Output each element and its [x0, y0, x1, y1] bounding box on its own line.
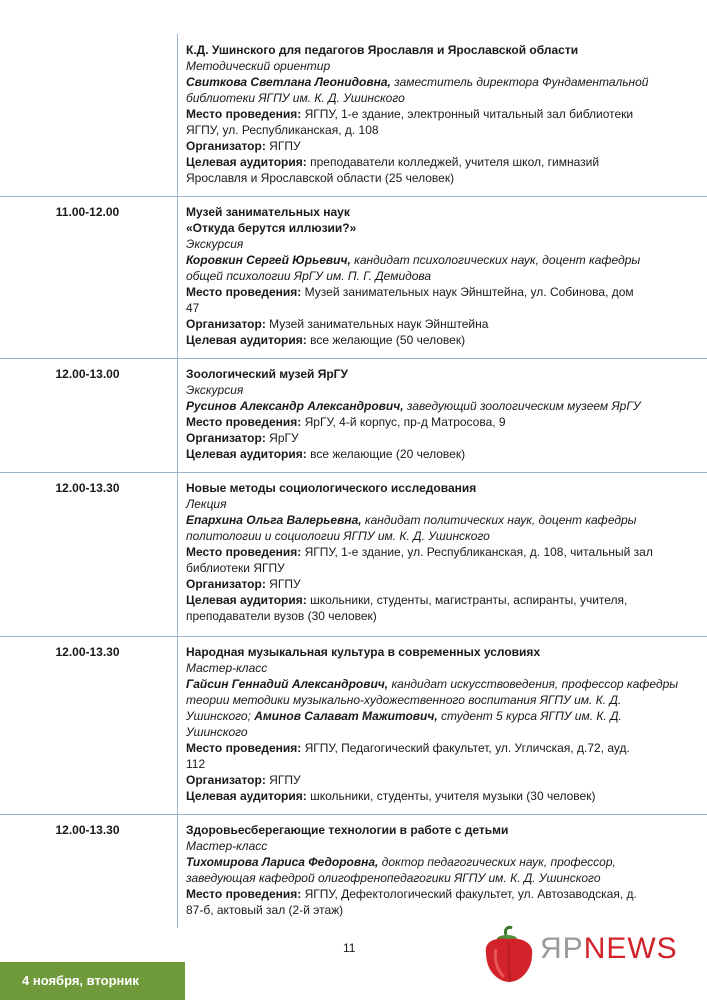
event-details	[186, 644, 679, 804]
event-title: Народная музыкальная культура в современных условиях	[186, 645, 541, 659]
venue-value: ЯГПУ, 1-е здание, ул. Республиканская, д. 108, читальный зал	[304, 545, 653, 559]
row-divider	[0, 196, 707, 197]
audience-continuation: Ярославля и Ярославской области (25 человек)	[186, 171, 455, 185]
venue-value: ЯГПУ, 1-е здание, электронный читальный зал библиотеки	[304, 107, 634, 121]
speaker-description: кандидат искусствоведения, профессор кафедры	[388, 677, 679, 691]
event-details	[186, 204, 664, 348]
speaker-name: Аминов Салават Мажитович,	[254, 709, 438, 723]
organizer-value: ЯрГУ	[269, 431, 299, 445]
event-time: 12.00-13.30	[55, 481, 120, 495]
event-details	[186, 42, 664, 186]
speaker-line	[186, 528, 664, 544]
speaker-description: политологии и социологии ЯГПУ им. К. Д. Ушинского	[186, 529, 490, 543]
organizer-label: Организатор:	[186, 317, 266, 331]
event-details	[186, 822, 664, 918]
speaker-description: кандидат политических наук, доцент кафедры	[361, 513, 637, 527]
row-divider	[0, 814, 707, 815]
speaker-line	[186, 512, 664, 528]
event-type: Экскурсия	[186, 237, 244, 251]
event-time: 12.00-13.30	[55, 645, 120, 659]
organizer-label: Организатор:	[186, 773, 266, 787]
venue-continuation: 87-б, актовый зал (2-й этаж)	[186, 903, 344, 917]
audience	[186, 154, 664, 170]
speaker-name: Гайсин Геннадий Александрович,	[186, 677, 389, 691]
audience-value: преподаватели колледжей, учителя школ, гимназий	[310, 155, 600, 169]
organizer-value: ЯГПУ	[269, 139, 301, 153]
venue-continuation: 112	[186, 757, 206, 771]
speaker-line	[186, 692, 664, 708]
venue-label: Место проведения:	[186, 545, 302, 559]
audience-label: Целевая аудитория:	[186, 155, 307, 169]
venue-label: Место проведения:	[186, 107, 302, 121]
event-title: Здоровьесберегающие технологии в работе с детьми	[186, 823, 509, 837]
audience-continuation: преподаватели вузов (30 человек)	[186, 609, 377, 623]
speaker-line	[186, 268, 664, 284]
audience	[186, 592, 664, 608]
audience-value: все желающие (50 человек)	[310, 333, 466, 347]
event-type: Мастер-класс	[186, 661, 268, 675]
event-time: 12.00-13.00	[55, 367, 120, 381]
organizer-value: ЯГПУ	[269, 773, 301, 787]
venue-label: Место проведения:	[186, 415, 302, 429]
venue-value: ЯГПУ, Дефектологический факультет, ул. Автозаводская, д.	[304, 887, 637, 901]
organizer	[186, 576, 664, 592]
audience-label: Целевая аудитория:	[186, 789, 307, 803]
venue-value: ЯрГУ, 4-й корпус, пр-д Матросова, 9	[304, 415, 506, 429]
speaker-description: библиотеки ЯГПУ им. К. Д. Ушинского	[186, 91, 405, 105]
audience-label: Целевая аудитория:	[186, 593, 307, 607]
audience	[186, 446, 664, 462]
venue-continuation: 47	[186, 301, 200, 315]
speaker-line	[186, 90, 664, 106]
date-tab: 4 ноября, вторник	[0, 962, 185, 1000]
event-time: 11.00-12.00	[55, 205, 120, 219]
audience-value: школьники, студенты, учителя музыки (30 человек)	[310, 789, 596, 803]
speaker-name: Тихомирова Лариса Федоровна,	[186, 855, 379, 869]
speaker-line	[186, 724, 664, 740]
event-title-line2: «Откуда берутся иллюзии?»	[186, 221, 357, 235]
organizer	[186, 430, 664, 446]
event-details	[186, 480, 664, 624]
event-type: Мастер-класс	[186, 839, 268, 853]
venue-label: Место проведения:	[186, 741, 302, 755]
speaker-name: Епархина Ольга Валерьевна,	[186, 513, 362, 527]
audience-label: Целевая аудитория:	[186, 333, 307, 347]
venue-value: Музей занимательных наук Эйнштейна, ул. Собинова, дом	[304, 285, 634, 299]
speaker-line	[186, 398, 664, 414]
speaker-description: кандидат психологических наук, доцент кафедры	[350, 253, 641, 267]
logo-wordmark: ЯРNEWS	[540, 932, 678, 965]
red-pepper-icon	[478, 925, 540, 985]
venue	[186, 886, 664, 902]
row-divider	[0, 358, 707, 359]
organizer	[186, 772, 664, 788]
speaker-description: заместитель директора Фундаментальной	[390, 75, 649, 89]
audience-value: все желающие (20 человек)	[310, 447, 466, 461]
page-number: 11	[343, 941, 356, 955]
event-title: Новые методы социологического исследования	[186, 481, 477, 495]
speaker-line	[186, 708, 664, 724]
event-title: К.Д. Ушинского для педагогов Ярославля и Ярославской области	[186, 43, 579, 57]
organizer-value: Музей занимательных наук Эйнштейна	[269, 317, 489, 331]
venue	[186, 544, 664, 560]
event-title: Музей занимательных наук	[186, 205, 350, 219]
speaker-line	[186, 870, 664, 886]
event-title: Зоологический музей ЯрГУ	[186, 367, 348, 381]
audience-value: школьники, студенты, магистранты, аспиранты, учителя,	[310, 593, 628, 607]
speaker-line	[186, 74, 664, 90]
speaker-description: заведующая кафедрой олигофренопедагогики ЯГПУ им. К. Д. Ушинского	[186, 871, 601, 885]
speaker-description: теории методики музыкально-художественного воспитания ЯГПУ им. К. Д.	[186, 693, 622, 707]
speaker-description: Ушинского;	[186, 709, 255, 723]
audience-label: Целевая аудитория:	[186, 447, 307, 461]
venue-label: Место проведения:	[186, 887, 302, 901]
speaker-name: Русинов Александр Александрович,	[186, 399, 404, 413]
event-type: Лекция	[186, 497, 227, 511]
speaker-line	[186, 676, 679, 692]
event-type: Экскурсия	[186, 383, 244, 397]
yarnews-logo	[478, 925, 688, 985]
venue	[186, 284, 664, 300]
speaker-description: студент 5 курса ЯГПУ им. К. Д.	[437, 709, 622, 723]
audience	[186, 332, 664, 348]
venue-label: Место проведения:	[186, 285, 302, 299]
speaker-description: доктор педагогических наук, профессор,	[378, 855, 616, 869]
row-divider	[0, 636, 707, 637]
organizer	[186, 316, 664, 332]
venue-continuation: ЯГПУ, ул. Республиканская, д. 108	[186, 123, 379, 137]
organizer-value: ЯГПУ	[269, 577, 301, 591]
row-divider	[0, 472, 707, 473]
speaker-line	[186, 854, 664, 870]
event-type: Методический ориентир	[186, 59, 331, 73]
organizer-label: Организатор:	[186, 139, 266, 153]
speaker-description: Ушинского	[186, 725, 248, 739]
venue	[186, 106, 664, 122]
audience	[186, 788, 664, 804]
column-divider	[177, 34, 178, 928]
venue	[186, 414, 664, 430]
venue	[186, 740, 664, 756]
venue-continuation: библиотеки ЯГПУ	[186, 561, 285, 575]
speaker-description: заведующий зоологическим музеем ЯрГУ	[403, 399, 641, 413]
event-details	[186, 366, 664, 462]
speaker-name: Коровкин Сергей Юрьевич,	[186, 253, 351, 267]
organizer	[186, 138, 664, 154]
speaker-description: общей психологии ЯрГУ им. П. Г. Демидова	[186, 269, 432, 283]
speaker-line	[186, 252, 664, 268]
speaker-name: Свиткова Светлана Леонидовна,	[186, 75, 391, 89]
organizer-label: Организатор:	[186, 577, 266, 591]
event-time: 12.00-13.30	[55, 823, 120, 837]
venue-value: ЯГПУ, Педагогический факультет, ул. Угличская, д.72, ауд.	[304, 741, 630, 755]
organizer-label: Организатор:	[186, 431, 266, 445]
